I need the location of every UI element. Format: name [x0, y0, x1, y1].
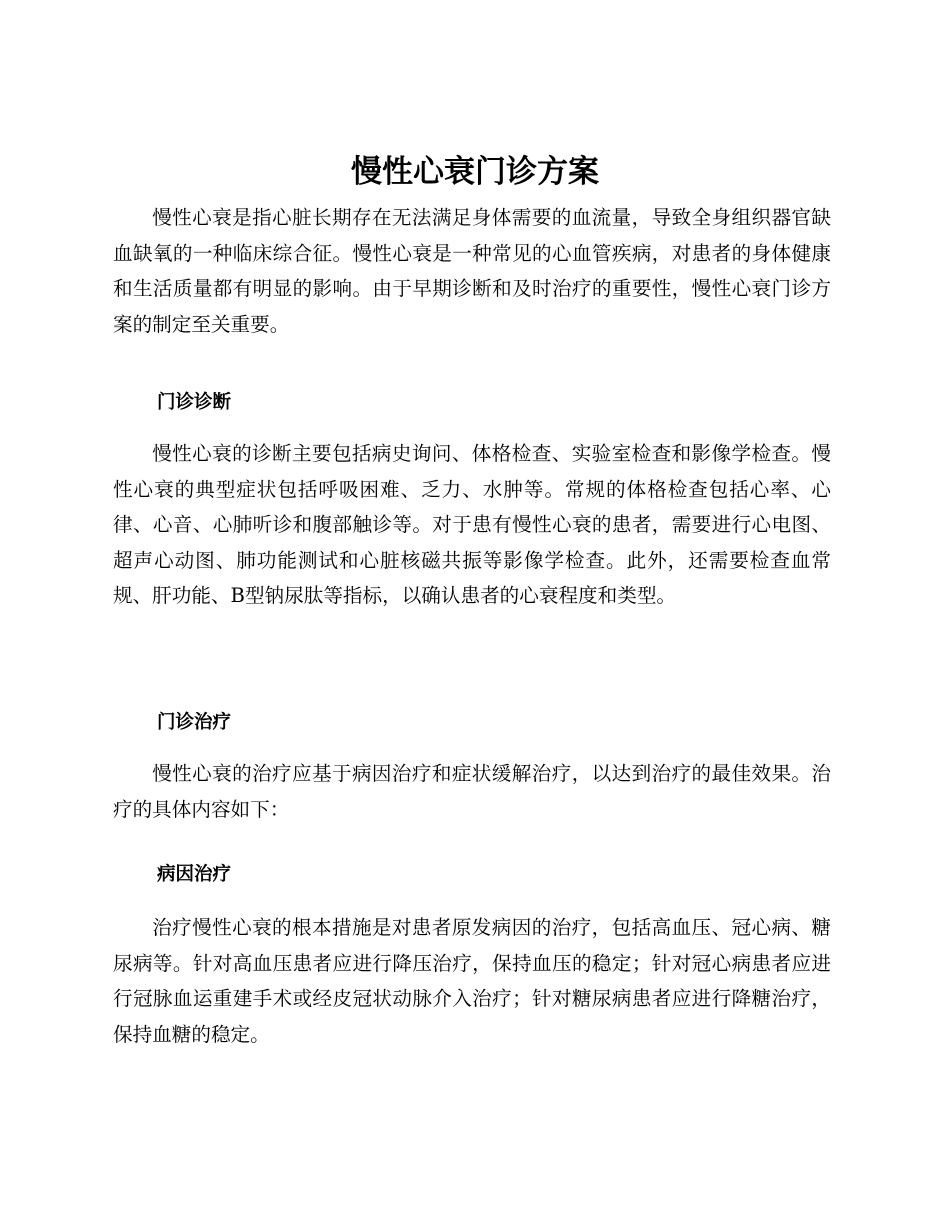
page-title: 慢性心衰门诊方案	[351, 154, 599, 190]
treatment-paragraph: 慢性心衰的治疗应基于病因治疗和症状缓解治疗，以达到治疗的最佳效果。治疗的具体内容如下：	[113, 762, 831, 821]
section-heading-diagnosis: 门诊诊断	[157, 392, 232, 413]
etiology-paragraph: 治疗慢性心衰的根本措施是对患者原发病因的治疗，包括高血压、冠心病、糖尿病等。针对高血压患者应进行降压治疗，保持血压的稳定；针对冠心病患者应进行冠脉血运重建手术或经皮冠状动脉介入治疗；针对糖尿病患者应进行降糖治疗，保持血糖的稳定。	[113, 916, 831, 1046]
section-heading-etiology: 病因治疗	[157, 864, 232, 885]
intro-paragraph: 慢性心衰是指心脏长期存在无法满足身体需要的血流量，导致全身组织器官缺血缺氧的一种临床综合征。慢性心衰是一种常见的心血管疾病，对患者的身体健康和生活质量都有明显的影响。由于早期诊断和及时治疗的重要性，慢性心衰门诊方案的制定至关重要。	[113, 206, 831, 336]
diagnosis-paragraph: 慢性心衰的诊断主要包括病史询问、体格检查、实验室检查和影像学检查。慢性心衰的典型症状包括呼吸困难、乏力、水肿等。常规的体格检查包括心率、心律、心音、心肺听诊和腹部触诊等。对于患有慢性心衰的患者，需要进行心电图、超声心动图、肺功能测试和心脏核磁共振等影像学检查。此外，还需要检查血常规、肝功能、B型钠尿肽等指标，以确认患者的心衰程度和类型。	[113, 442, 831, 607]
section-heading-treatment: 门诊治疗	[157, 712, 232, 733]
